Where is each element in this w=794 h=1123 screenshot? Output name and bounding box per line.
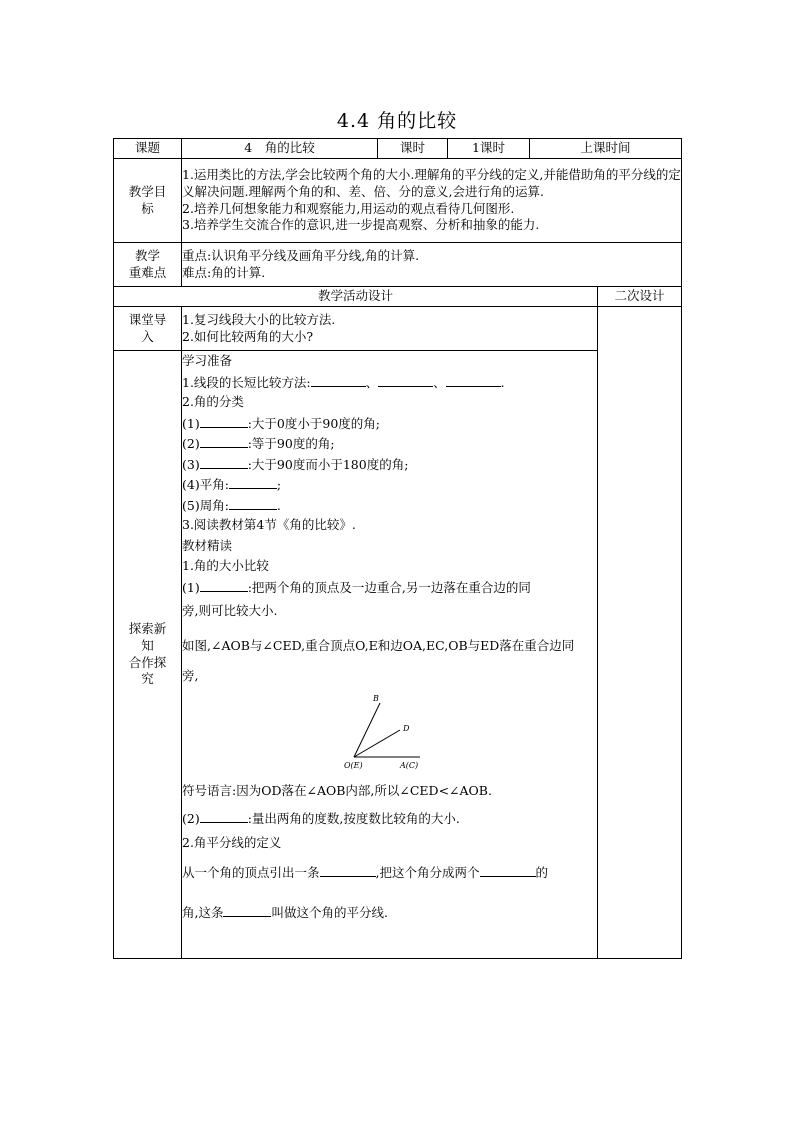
- objective-item: 2.培养几何想象能力和观察能力,用运动的观点看待几何图形.: [182, 200, 515, 216]
- intro-item: 2.如何比较两角的大小?: [182, 328, 314, 344]
- keypoints-label: 教学 重难点: [114, 243, 182, 287]
- label-oe: O(E): [344, 760, 363, 770]
- activity-design-header: 教学活动设计: [114, 287, 598, 307]
- intro-content: [182, 307, 598, 351]
- figure-intro-cont: 旁,: [182, 668, 199, 683]
- intro-row: [114, 307, 682, 351]
- answer-blank: [446, 372, 501, 387]
- label-d: D: [403, 723, 410, 733]
- objective-item: 1.运用类比的方法,学会比较两个角的大小.理解角的平分线的定义,并能借助角的平分线的定义解决问题.理解两个角的和、差、倍、分的意义,会进行角的运算.: [182, 166, 681, 199]
- explore-row: [114, 351, 682, 959]
- answer-blank: [320, 862, 376, 877]
- angle-diagram: [342, 691, 432, 771]
- key-focus: 重点:认识角平分线及画角平分线,角的计算.: [182, 247, 420, 263]
- answer-blank: [311, 372, 366, 387]
- intro-item: 1.复习线段大小的比较方法.: [182, 311, 336, 327]
- answer-blank: [480, 862, 536, 877]
- objective-item: 3.培养学生交流合作的意识,进一步提高观察、分析和抽象的能力.: [182, 217, 540, 233]
- objectives-row: [114, 159, 682, 243]
- answer-blank: [200, 577, 248, 592]
- header-row: [114, 139, 682, 159]
- time-label: 上课时间: [530, 139, 682, 159]
- angle-figure: [182, 687, 597, 777]
- question-2-title: 2.角的分类: [182, 394, 244, 409]
- figure-intro: 如图,∠AOB与∠CED,重合顶点O,E和边OA,EC,OB与ED落在重合边同: [182, 638, 575, 653]
- keypoints-row: [114, 243, 682, 287]
- question-2-1: (1) :大于0度小于90度的角;: [182, 413, 597, 434]
- study-1-2: (2) :量出两角的度数,按度数比较角的大小.: [182, 805, 597, 833]
- hours-value: 1课时: [448, 139, 530, 159]
- objectives-content: [182, 159, 682, 243]
- hours-label: 课时: [378, 139, 448, 159]
- study-1-1-cont: 旁,则可比较大小.: [182, 603, 278, 618]
- question-2-2: (2) :等于90度的角;: [182, 433, 597, 454]
- study-2-title: 2.角平分线的定义: [182, 834, 282, 850]
- question-3: 3.阅读教材第4节《角的比较》.: [182, 517, 356, 532]
- prep-title: 学习准备: [182, 353, 233, 368]
- topic-label: 课题: [114, 139, 182, 159]
- answer-blank: [200, 413, 248, 428]
- label-b: B: [373, 693, 379, 703]
- question-2-4: (4)平角: ;: [182, 474, 597, 495]
- answer-blank: [200, 433, 248, 448]
- page-title: 4.4 角的比较: [336, 110, 458, 132]
- answer-blank: [200, 808, 248, 823]
- answer-blank: [223, 902, 271, 917]
- symbolic-language: 符号语言:因为OD落在∠AOB内部,所以∠CED<∠AOB.: [182, 782, 492, 798]
- second-design-area: [598, 307, 682, 959]
- question-2-5: (5)周角: .: [182, 495, 597, 516]
- study-1-title: 1.角的大小比较: [182, 558, 269, 573]
- study-1-1: (1) :把两个角的顶点及一边重合,另一边落在重合边的同: [182, 577, 597, 598]
- objectives-label: 教学目 标: [114, 159, 182, 243]
- study-2-line-1: 从一个角的顶点引出一条 ,把这个角分成两个 的: [182, 859, 597, 887]
- keypoints-content: [182, 243, 682, 287]
- question-2-3: (3) :大于90度而小于180度的角;: [182, 454, 597, 475]
- second-design-header: 二次设计: [598, 287, 682, 307]
- key-difficulty: 难点:角的计算.: [182, 264, 266, 280]
- question-1: 1.线段的长短比较方法: 、 、 .: [182, 372, 597, 393]
- study-title: 教材精读: [182, 537, 233, 553]
- design-header-row: [114, 287, 682, 307]
- topic-value: 4 角的比较: [182, 139, 378, 159]
- lesson-plan-table: [113, 138, 682, 959]
- study-2-line-2: 角,这条 叫做这个角的平分线.: [182, 899, 597, 927]
- label-ac: A(C): [400, 760, 419, 770]
- explore-content: [182, 351, 598, 959]
- answer-blank: [229, 495, 277, 510]
- answer-blank: [378, 372, 433, 387]
- explore-label: 探索新 知 合作探 究: [114, 351, 182, 959]
- answer-blank: [200, 454, 248, 469]
- answer-blank: [229, 474, 277, 489]
- intro-label: 课堂导 入: [114, 307, 182, 351]
